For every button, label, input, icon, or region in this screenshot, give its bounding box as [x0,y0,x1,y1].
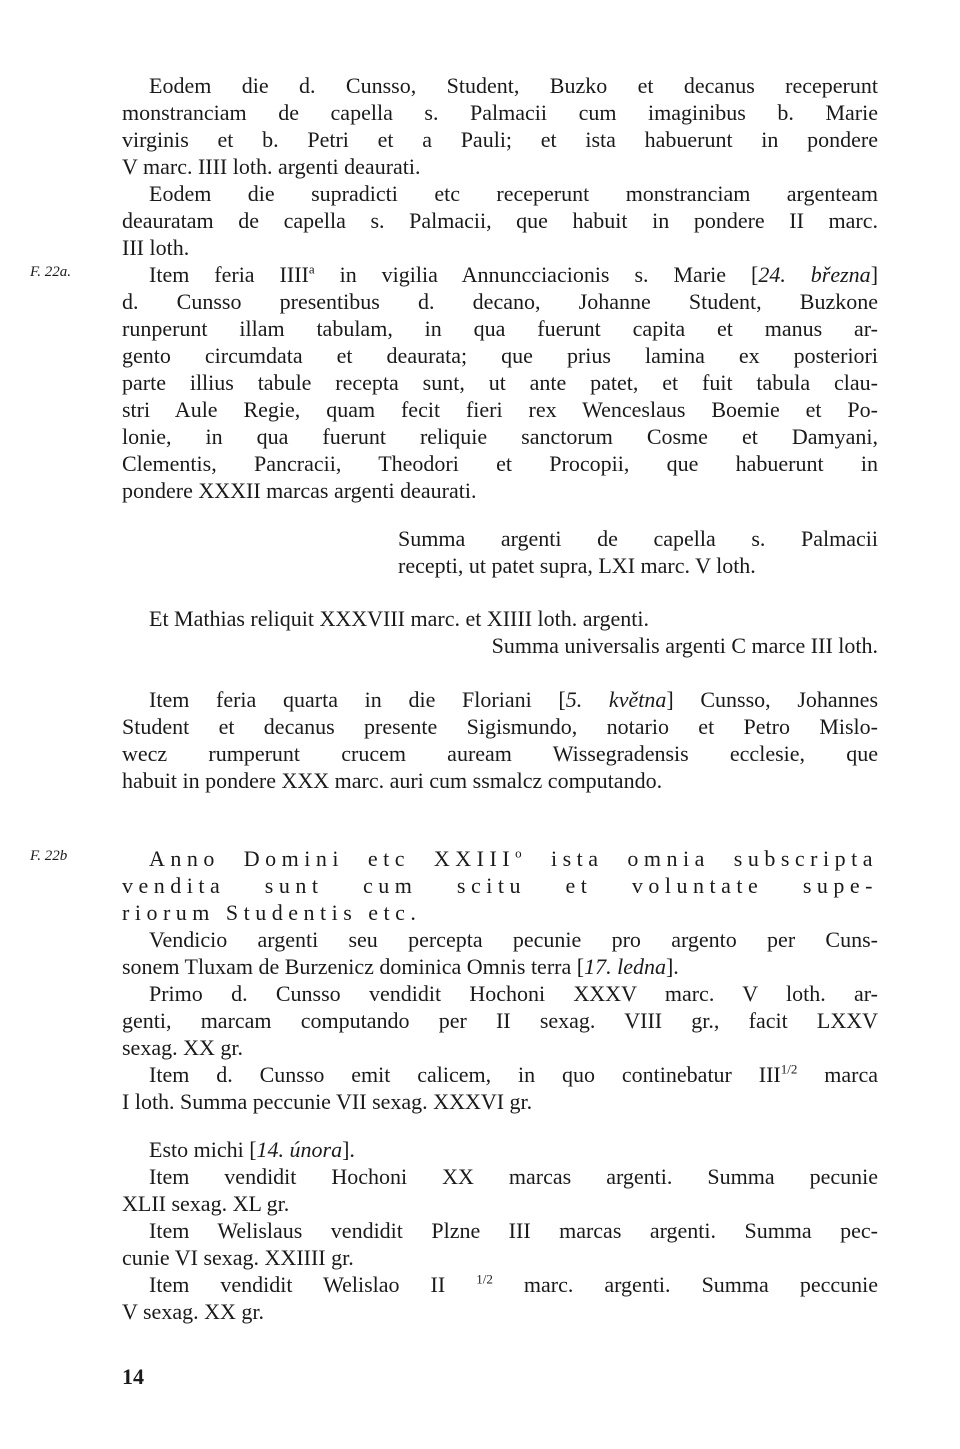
page-number: 14 [122,1364,144,1389]
text-line: III loth. [122,235,190,260]
text-line: wecz rumperunt crucem auream Wissegradensis ecclesie, que [122,741,878,766]
text-line [122,1271,878,1298]
text-fragment: ista omnia subscripta [527,846,878,871]
text-line: V marc. IIII loth. argenti deaurati. [122,154,421,179]
text-line: monstranciam de capella s. Palmacii cum imaginibus b. Marie [122,100,878,125]
text-line: Vendicio argenti seu percepta pecunie pro argento per Cuns- [149,927,878,952]
text-line [122,953,878,980]
text-line: gento circumdata et deaurata; que prius lamina ex posteriori [122,343,878,368]
paragraph-anno-domini [122,845,878,926]
text-fragment: ] Cunsso, Johannes [666,687,879,712]
text-line: habuit in pondere XXX marc. auri cum ssmalcz computando. [122,768,663,793]
text-fragment: Item feria IIII [149,262,309,287]
text-line: Primo d. Cunsso vendidit Hochoni XXXV marc. V loth. ar- [149,981,878,1006]
paragraph-welislaus [122,1217,878,1271]
text-line [122,1136,878,1163]
text-fragment: ]. [342,1137,355,1162]
text-line: sexag. XX gr. [122,1035,243,1060]
text-line: XLII sexag. XL gr. [122,1191,290,1216]
text-line: pondere XXXII marcas argenti deaurati. [122,478,477,503]
paragraph-monstrancia-2 [122,180,878,261]
text-line: genti, marcam computando per II sexag. VIII gr., facit LXXV [122,1008,878,1033]
text-fragment: marca [797,1062,878,1087]
text-line: virginis et b. Petri et a Pauli; et ista habuerunt in pondere [122,127,878,152]
text-fragment: Item vendidit Welislao II [149,1272,477,1297]
text-line: Eodem die supradicti etc receperunt monstranciam argenteam [149,181,878,206]
text-line: d. Cunsso presentibus d. decano, Johanne Student, Buzkone [122,289,878,314]
text-fragment: Item feria quarta in die Floriani [ [149,687,566,712]
text-fragment: ] [870,262,879,287]
text-fragment: ]. [665,954,679,979]
text-line: Clementis, Pancracii, Theodori et Procopii, que habuerunt in [122,451,878,476]
superscript: o [515,845,528,861]
margin-note-f22b: F. 22b [30,848,68,864]
text-line: I loth. Summa peccunie VII sexag. XXXVI gr. [122,1089,533,1114]
text-line: deauratam de capella s. Palmacii, que habuit in pondere II marc. [122,208,878,233]
margin-note-f22a: F. 22a. [30,264,71,280]
text-fragment: Esto michi [ [149,1137,257,1162]
date-note: 5. května [565,687,667,712]
text-line: Eodem die d. Cunsso, Student, Buzko et decanus receperunt [149,73,878,98]
text-fragment: marc. argenti. Summa peccunie [492,1272,878,1297]
text-line: vendita sunt cum scitu et voluntate supe- [122,873,878,898]
paragraph-welislao [122,1271,878,1325]
text-fragment: Anno Domini etc XXIII [149,846,516,871]
summa-universalis [356,632,878,659]
date-note: 17. ledna [584,954,666,979]
text-line: Student et decanus presente Sigismundo, notario et Petro Mislo- [122,714,878,739]
text-line: stri Aule Regie, quam fecit fieri rex Wenceslaus Boemie et Po- [122,397,878,422]
text-line: lonie, in qua fuerunt reliquie sanctorum Cosme et Damyani, [122,424,878,449]
paragraph-tabula [122,261,878,504]
text-line [122,1061,878,1088]
text-line [122,686,878,713]
text-fragment: in vigilia Annuncciacionis s. Marie [ [314,262,759,287]
paragraph-monstrancia-1 [122,72,878,180]
fraction: 1/2 [476,1271,493,1287]
text-line: V sexag. XX gr. [122,1299,264,1324]
text-line: runperunt illam tabulam, in qua fuerunt capita et manus ar- [122,316,878,341]
text-line: Item Welislaus vendidit Plzne III marcas argenti. Summa pec- [149,1218,878,1243]
text-line: parte illius tabule recepta sunt, ut ante patet, et fuit tabula clau- [122,370,878,395]
date-note: 14. února [256,1137,343,1162]
text-line [122,845,878,872]
paragraph-vendicio [122,926,878,980]
paragraph-esto-michi [122,1136,878,1163]
fraction: 1/2 [780,1061,798,1077]
paragraph-crux [122,686,878,794]
text-line: Et Mathias reliquit XXXVIII marc. et XIIII loth. argenti. [149,606,649,631]
text-line: Item vendidit Hochoni XX marcas argenti. Summa pecunie [149,1164,878,1189]
summa-capella [398,525,878,579]
text-fragment: Item d. Cunsso emit calicem, in quo continebatur III [149,1062,781,1087]
text-fragment: sonem Tluxam de Burzenicz dominica Omnis terra [ [122,954,585,979]
paragraph-calix [122,1061,878,1115]
text-line: cunie VI sexag. XXIIII gr. [122,1245,354,1270]
text-line: Summa universalis argenti C marce III loth. [491,633,878,658]
paragraph-primo [122,980,878,1061]
text-line: Summa argenti de capella s. Palmacii [398,526,878,551]
text-line [122,261,878,288]
text-line: riorum Studentis etc. [122,900,422,925]
superscript: a [308,261,315,277]
date-note: 24. března [758,262,871,287]
paragraph-hochoni [122,1163,878,1217]
paragraph-mathias [122,605,878,632]
text-line: recepti, ut patet supra, LXI marc. V loth. [398,553,756,578]
